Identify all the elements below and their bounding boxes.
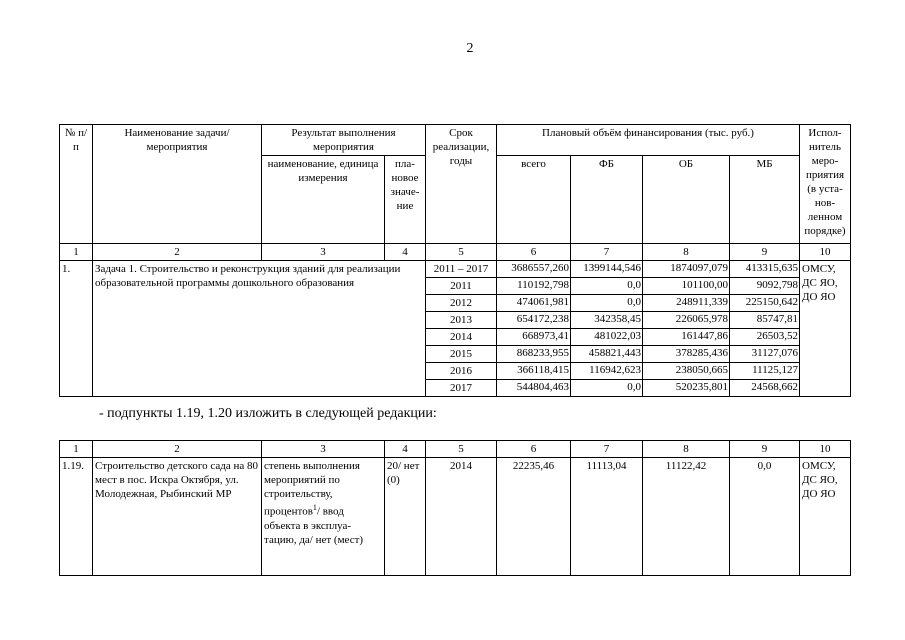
fb-cell: 342358,45: [571, 312, 643, 329]
col-number: 5: [426, 244, 497, 261]
mb-cell: 31127,076: [730, 346, 800, 363]
fb-cell: 1399144,546: [571, 261, 643, 278]
column-numbers-row: [60, 244, 851, 261]
subitem-name: Строительство детского сада на 80 мест в пос. Искра Октября, ул. Молодежная, Рыбинский МР: [93, 458, 262, 576]
mb-cell: 85747,81: [730, 312, 800, 329]
col-number: 1: [60, 244, 93, 261]
task-row: [60, 261, 851, 278]
col-number: 9: [730, 244, 800, 261]
ob-cell: 248911,339: [643, 295, 730, 312]
mb-cell: 26503,52: [730, 329, 800, 346]
fb-cell: 481022,03: [571, 329, 643, 346]
fb-cell: 116942,623: [571, 363, 643, 380]
mb-cell: 11125,127: [730, 363, 800, 380]
header-funding: Плановый объём финансирования (тыс. руб.): [497, 125, 800, 156]
header-result-name: наименование, единица измерения: [262, 156, 385, 244]
col-number: 10: [800, 441, 851, 458]
total-cell: 654172,238: [497, 312, 571, 329]
ob-cell: 378285,436: [643, 346, 730, 363]
header-result: Результат выполнения мероприятия: [262, 125, 426, 156]
page-number: 2: [466, 41, 474, 56]
subheading: - подпункты 1.19, 1.20 изложить в следующей редакции:: [99, 406, 437, 421]
header-ob: ОБ: [643, 156, 730, 244]
total-cell: 668973,41: [497, 329, 571, 346]
subitem-fb: 11113,04: [571, 458, 643, 576]
header-total: всего: [497, 156, 571, 244]
subitem-year: 2014: [426, 458, 497, 576]
ob-cell: 238050,665: [643, 363, 730, 380]
year-cell: 2016: [426, 363, 497, 380]
fb-cell: 0,0: [571, 380, 643, 397]
year-cell: 2011 – 2017: [426, 261, 497, 278]
year-cell: 2011: [426, 278, 497, 295]
header-name: Наименование задачи/мероприятия: [93, 125, 262, 244]
col-number: 8: [643, 244, 730, 261]
col-number: 4: [385, 244, 426, 261]
header-executor: Испол-нитель меро-приятия (в уста-нов-ленном порядке): [800, 125, 851, 244]
year-cell: 2012: [426, 295, 497, 312]
subitem-table: [59, 440, 851, 576]
col-number: 3: [262, 441, 385, 458]
total-cell: 110192,798: [497, 278, 571, 295]
fb-cell: 458821,443: [571, 346, 643, 363]
subitem-mb: 0,0: [730, 458, 800, 576]
col-number: 10: [800, 244, 851, 261]
mb-cell: 24568,662: [730, 380, 800, 397]
year-cell: 2014: [426, 329, 497, 346]
header-term: Срок реализации, годы: [426, 125, 497, 244]
ob-cell: 520235,801: [643, 380, 730, 397]
col-number: 6: [497, 244, 571, 261]
ob-cell: 101100,00: [643, 278, 730, 295]
mb-cell: 9092,798: [730, 278, 800, 295]
column-numbers-row: [60, 441, 851, 458]
col-number: 3: [262, 244, 385, 261]
ob-cell: 161447,86: [643, 329, 730, 346]
total-cell: 3686557,260: [497, 261, 571, 278]
col-number: 6: [497, 441, 571, 458]
ob-cell: 226065,978: [643, 312, 730, 329]
subitem-total: 22235,46: [497, 458, 571, 576]
result-text-post: / ввод объекта в эксплуа-тацию, да/ нет (мест): [264, 505, 364, 546]
ob-cell: 1874097,079: [643, 261, 730, 278]
header-result-plan: пла-новое значе-ние: [385, 156, 426, 244]
year-cell: 2015: [426, 346, 497, 363]
total-cell: 366118,415: [497, 363, 571, 380]
financing-table: [59, 124, 851, 397]
subitem-num: 1.19.: [60, 458, 93, 576]
subitem-result: [262, 458, 385, 576]
year-cell: 2017: [426, 380, 497, 397]
col-number: 9: [730, 441, 800, 458]
col-number: 4: [385, 441, 426, 458]
total-cell: 544804,463: [497, 380, 571, 397]
fb-cell: 0,0: [571, 278, 643, 295]
result-text-pre: степень выполнения мероприятий по строительству, процентов: [264, 460, 360, 518]
subitem-executor: ОМСУ, ДС ЯО, ДО ЯО: [800, 458, 851, 576]
header-mb: МБ: [730, 156, 800, 244]
task-num: 1.: [60, 261, 93, 397]
header-fb: ФБ: [571, 156, 643, 244]
footnote-marker: 1: [312, 503, 317, 512]
col-number: 2: [93, 441, 262, 458]
header-num: № п/п: [60, 125, 93, 244]
fb-cell: 0,0: [571, 295, 643, 312]
total-cell: 868233,955: [497, 346, 571, 363]
mb-cell: 225150,642: [730, 295, 800, 312]
subitem-plan: 20/ нет (0): [385, 458, 426, 576]
year-cell: 2013: [426, 312, 497, 329]
col-number: 8: [643, 441, 730, 458]
subitem-ob: 11122,42: [643, 458, 730, 576]
col-number: 7: [571, 441, 643, 458]
col-number: 5: [426, 441, 497, 458]
task-name: Задача 1. Строительство и реконструкция зданий для реализации образовательной программы дошкольного образования: [93, 261, 426, 397]
task-executor: ОМСУ, ДС ЯО, ДО ЯО: [800, 261, 851, 397]
total-cell: 474061,981: [497, 295, 571, 312]
subitem-row: [60, 458, 851, 576]
col-number: 1: [60, 441, 93, 458]
mb-cell: 413315,635: [730, 261, 800, 278]
col-number: 7: [571, 244, 643, 261]
col-number: 2: [93, 244, 262, 261]
